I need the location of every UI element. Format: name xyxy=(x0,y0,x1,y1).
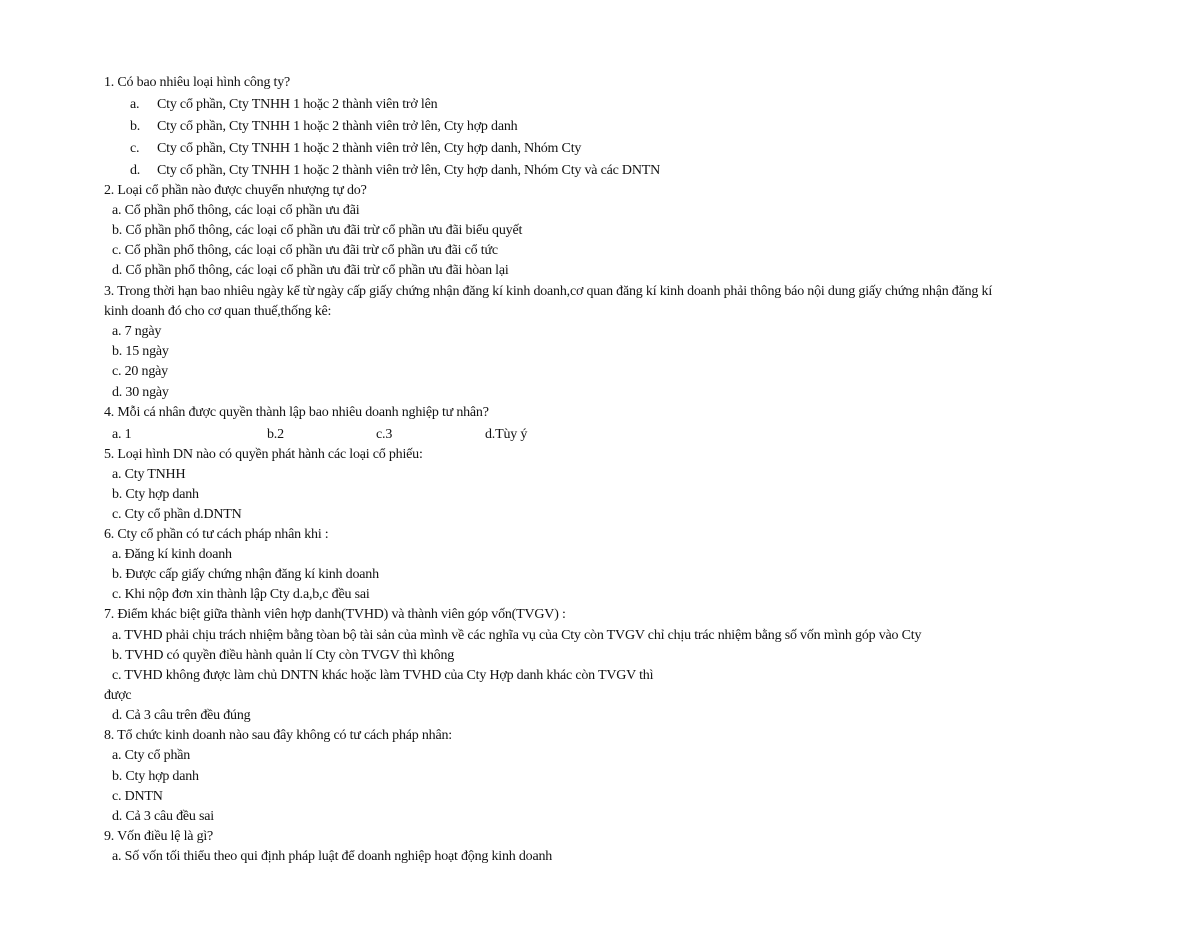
q6-option-a: a. Đăng kí kinh doanh xyxy=(112,547,232,562)
q2-option-b: b. Cổ phần phổ thông, các loại cổ phần ưu đãi trừ cổ phần ưu đãi biểu quyết xyxy=(112,223,523,238)
q6-option-c-d: c. Khi nộp đơn xin thành lập Cty d.a,b,c đều sai xyxy=(112,587,370,602)
q1-option-c xyxy=(0,138,1200,160)
question-5: 5. Loại hình DN nào có quyền phát hành các loại cổ phiếu: xyxy=(104,447,423,462)
q4-option-d: d.Tùy ý xyxy=(485,427,528,442)
q4-options-row xyxy=(0,425,1200,445)
option-text: Cty cổ phần, Cty TNHH 1 hoặc 2 thành viên trở lên, Cty hợp danh, Nhóm Cty và các DNTN xyxy=(157,163,661,178)
question-4: 4. Mỗi cá nhân được quyền thành lập bao nhiêu doanh nghiệp tư nhân? xyxy=(104,405,489,420)
option-label: c. xyxy=(130,141,140,156)
option-text: Cty cổ phần, Cty TNHH 1 hoặc 2 thành viên trở lên xyxy=(157,97,438,112)
q3-option-d: d. 30 ngày xyxy=(112,385,169,400)
q5-option-b: b. Cty hợp danh xyxy=(112,487,199,502)
q7-option-c: c. TVHD không được làm chủ DNTN khác hoặc làm TVHD của Cty Hợp danh khác còn TVGV thì xyxy=(112,668,654,683)
option-text: Cty cổ phần, Cty TNHH 1 hoặc 2 thành viên trở lên, Cty hợp danh, Nhóm Cty xyxy=(157,141,582,156)
q8-option-a: a. Cty cổ phần xyxy=(112,748,191,763)
q1-option-d xyxy=(0,160,1200,182)
question-9: 9. Vốn điều lệ là gì? xyxy=(104,829,214,844)
q2-option-a: a. Cổ phần phổ thông, các loại cổ phần ưu đãi xyxy=(112,203,360,218)
q8-option-b: b. Cty hợp danh xyxy=(112,769,199,784)
question-3: 3. Trong thời hạn bao nhiêu ngày kể từ ngày cấp giấy chứng nhận đăng kí kinh doanh,cơ quan đăng kí kinh doanh phải thông báo nội dung giấy chứng nhận đăng kí xyxy=(104,284,993,299)
question-6: 6. Cty cổ phần có tư cách pháp nhân khi : xyxy=(104,527,329,542)
q5-option-c-d: c. Cty cổ phần d.DNTN xyxy=(112,507,242,522)
option-label: b. xyxy=(130,119,141,134)
q8-option-c: c. DNTN xyxy=(112,789,163,804)
q2-option-d: d. Cổ phần phổ thông, các loại cổ phần ưu đãi trừ cổ phần ưu đãi hòan lại xyxy=(112,263,509,278)
q6-option-b: b. Được cấp giấy chứng nhận đăng kí kinh doanh xyxy=(112,567,379,582)
q4-option-b: b.2 xyxy=(267,427,284,442)
q7-option-c-wrap: được xyxy=(104,688,132,703)
q7-option-d: d. Cả 3 câu trên đều đúng xyxy=(112,708,251,723)
question-8: 8. Tổ chức kinh doanh nào sau đây không có tư cách pháp nhân: xyxy=(104,728,452,743)
question-2: 2. Loại cổ phần nào được chuyển nhượng tự do? xyxy=(104,183,367,198)
q7-option-a: a. TVHD phải chịu trách nhiệm bằng tòan bộ tài sản của mình về các nghĩa vụ của Cty còn TVGV chỉ chịu trác nhiệm bằng số vốn mình góp vào Cty xyxy=(112,628,922,643)
q8-option-d: d. Cả 3 câu đều sai xyxy=(112,809,214,824)
question-7: 7. Điểm khác biệt giữa thành viên hợp danh(TVHD) và thành viên góp vốn(TVGV) : xyxy=(104,607,566,622)
question-1: 1. Có bao nhiêu loại hình công ty? xyxy=(104,75,291,90)
q3-option-c: c. 20 ngày xyxy=(112,364,168,379)
option-label: a. xyxy=(130,97,140,112)
q3-option-a: a. 7 ngày xyxy=(112,324,162,339)
q4-option-a: a. 1 xyxy=(112,427,132,442)
option-label: d. xyxy=(130,163,141,178)
q5-option-a: a. Cty TNHH xyxy=(112,467,186,482)
q4-option-c: c.3 xyxy=(376,427,393,442)
q9-option-a: a. Số vốn tối thiểu theo qui định pháp luật để doanh nghiệp hoạt động kinh doanh xyxy=(112,849,553,864)
q1-option-a xyxy=(0,94,1200,116)
q2-option-c: c. Cổ phần phổ thông, các loại cổ phần ưu đãi trừ cổ phần ưu đãi cổ tức xyxy=(112,243,498,258)
option-text: Cty cổ phần, Cty TNHH 1 hoặc 2 thành viên trở lên, Cty hợp danh xyxy=(157,119,518,134)
question-3-continued: kinh doanh đó cho cơ quan thuế,thống kê: xyxy=(104,304,332,319)
q1-option-b xyxy=(0,116,1200,138)
q3-option-b: b. 15 ngày xyxy=(112,344,169,359)
q7-option-b: b. TVHD có quyền điều hành quản lí Cty còn TVGV thì không xyxy=(112,648,455,663)
